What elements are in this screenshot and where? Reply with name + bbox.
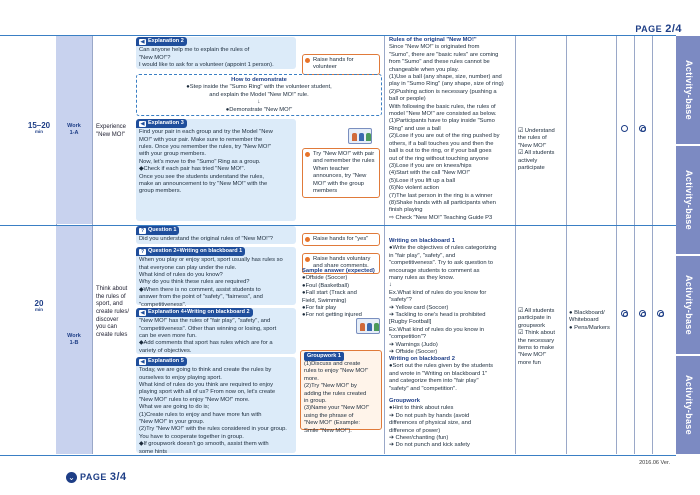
student-reaction: Raise hands for "yes"	[302, 233, 380, 246]
time-cell: 15–20 min	[27, 121, 51, 134]
evaluation-cell: ☑ All students participate in groupwork ☑ Think about the necessary items to make "New MO!" more fun	[518, 308, 555, 366]
double-circle-mark	[639, 125, 646, 132]
demonstration-box: How to demonstrate ●Step inside the "Sumo Ring" with the volunteer student, and explain the Model "New MO!" rule. ↓ ●Demonstrate "New MO!"	[136, 74, 382, 116]
page-indicator-bottom: PAGE 3/4	[80, 471, 127, 483]
groupwork-1: Groupwork 1 (1)Discuss and create rules to enjoy "New MO!" more. (2)Try "New MO!" by adding the rules created in group. (3)Name your "New MO!" using the phrase of "New MO!" (Example: Smile "New MO!").	[300, 350, 382, 430]
column-divider	[566, 36, 567, 454]
students-illustration	[356, 318, 380, 334]
groupwork-hints: Groupwork ●Hint to think about rules ➔ Do not push by hands (avoid differences of physical size, and difference of power) ➔ Cheer/chanting (fun) ➔ Do not punch and kick safety	[389, 398, 472, 449]
time-cell: 20 min	[34, 299, 44, 312]
question-icon: ?	[140, 248, 145, 255]
column-divider	[515, 36, 516, 454]
column-divider	[384, 36, 385, 454]
side-label: Activity-base	[676, 146, 700, 254]
row-divider	[0, 225, 676, 226]
speaker-icon: ◀	[140, 309, 145, 316]
student-reaction: Try "New MO!" with pair and remember the rules When teacher announces, try "New MO!" with the group members	[302, 148, 380, 198]
chevron-down-icon: ⌄	[66, 472, 77, 483]
column-divider	[616, 36, 617, 454]
explanation-2: ◀ Explanation 2 Can anyone help me to explain the rules of "New MO!"? I would like to ask for a volunteer (appoint 1 person).	[136, 37, 296, 69]
work-cell: Work 1-B	[56, 226, 92, 454]
version-label: 2016.06 Ver.	[639, 460, 670, 466]
sample-answers: Sample answer (expected) ●Offside (Soccer) ●Foul (Basketball) ●Fall start (Track and Field, Swimming) ●For fair play ●For not getting injured	[302, 268, 375, 319]
work-cell: Work 1-A	[56, 36, 92, 224]
circle-mark	[621, 125, 628, 132]
materials-cell: ● Blackboard/ Whiteboard ● Pens/Markers	[569, 310, 610, 331]
blackboard-1-notes: Writing on blackboard 1 ●Write the objectives of rules categorizing in "fair play", "safety", and "competitiveness". Try to ask question to encourage students to comment as many rules as they know. ↓ Ex.What kind of rules do you know for "safety"? ➔ Yellow card (Soccer) ➔ Tackling to one's head is prohibited [Rugby Football] Ex.What kind of rules do you know in "competition"? ➔ Warnings (Judo) ➔ Offside (Soccer)	[389, 238, 497, 356]
side-label: Activity-base	[676, 356, 700, 454]
speaker-icon: ◀	[140, 120, 145, 127]
students-illustration	[348, 128, 372, 144]
question-2: ? Question 2+Writing on blackboard 1 When you play or enjoy sport, sport usually has rules so that everyone can play under the rule. What kind of rules do you know? Why do you think these rules are required? ◆When there is no comment, assist students to answer from the point of "safety", "fairness", and "competitiveness".	[136, 247, 296, 305]
speaker-icon: ◀	[140, 358, 145, 365]
blackboard-2-notes: Writing on blackboard 2 ●Sort out the rules given by the students and wrote in "Writing on blackboard 1" and categorize them into "fair play" "safety" and "competition".	[389, 356, 494, 392]
column-divider	[652, 36, 653, 454]
student-reaction: Raise hands for volunteer	[302, 54, 380, 75]
next-page-link[interactable]	[66, 470, 127, 484]
page-indicator-top: PAGE 2/4	[635, 23, 682, 35]
explanation-4: ◀ Explanation 4+Writing on blackboard 2 "New MO!" has the rules of "fair play", "safety", and "competitiveness". Other than winning or losing, sport can be even more fun. ◆Add comments that sport has rules which are for a variety of objectives.	[136, 308, 296, 354]
column-divider	[634, 36, 635, 454]
question-1: ? Question 1 Did you understand the original rules of "New MO!"?	[136, 226, 296, 244]
top-rule	[0, 35, 676, 36]
evaluation-cell: ☑ Understand the rules of "New MO!" ☑ All students actively participate	[518, 128, 555, 172]
speaker-icon: ◀	[140, 38, 145, 45]
bottom-rule	[0, 455, 676, 456]
explanation-3: ◀ Explanation 3 Find your pair in each group and try the Model "New MO!" with your pair. Make sure to remember the rules. Once you remember the rules, try "New MO!" with your group members. Now, let's move to the "Sumo" Ring as a group. ◆Check if each pair has tried "New MO!". Once you see the students understand the rules, make an announcement to try "New MO!" with the group members.	[136, 119, 296, 221]
activity-cell: Think about the rules of sport, and create rules/ discover you can create rules	[96, 286, 130, 339]
double-circle-mark	[621, 310, 628, 317]
student-reaction: Raise hands voluntary and share comments.	[302, 253, 380, 274]
side-label: Activity-base	[676, 36, 700, 144]
double-circle-mark	[657, 310, 664, 317]
side-label: Activity-base	[676, 256, 700, 354]
activity-cell: Experience "New MO!"	[96, 124, 127, 138]
column-divider	[92, 36, 93, 454]
explanation-5: ◀ Explanation 5 Today, we are going to think and create the rules by ourselves to enjoy playing sport. What kind of rules do you think are required to enjoy playing sport with all of us? From now on, let's create "New MO!" rules to enjoy "New MO!" more. What we are going to do is; (1)Create rules to enjoy and have more fun with "New MO!" in your group. (2)Try "New MO!" with the rules considered in your group. You have to cooperate together in group. ◆If groupwork doesn't go smooth, assist them with some hints	[136, 357, 296, 453]
double-circle-mark	[639, 310, 646, 317]
rules-notes: Rules of the original "New MO!" Since "New MO!" is originated from "Sumo", there are "basic rules" are coming from "Sumo" and these rules cannot be changeable when you play. (1)Use a ball (any shape, size, number) and play in "Sumo Ring" (any shape, size of ring) (2)Pushing action is necessary (pushing a ball or people) With following the basic rules, the rules of model "New MO!" are consisted as below. (1)Participants have to play inside "Sumo Ring" and use a ball (2)Lose if you are out of the ring pushed by others, if a ball touches you and then the ball is out to the ring, or if your ball goes out of the ring without touching anyone (3)Lose if you are on knees/hips (4)Start with the call "New MO!" (5)Lose if you lift up a ball (6)No violent action (7)The last person in the ring is a winner (8)Shake hands with all participants when finish playing ⇨ Check "New MO!" Teaching Guide P3	[389, 37, 504, 221]
question-icon: ?	[140, 227, 145, 234]
